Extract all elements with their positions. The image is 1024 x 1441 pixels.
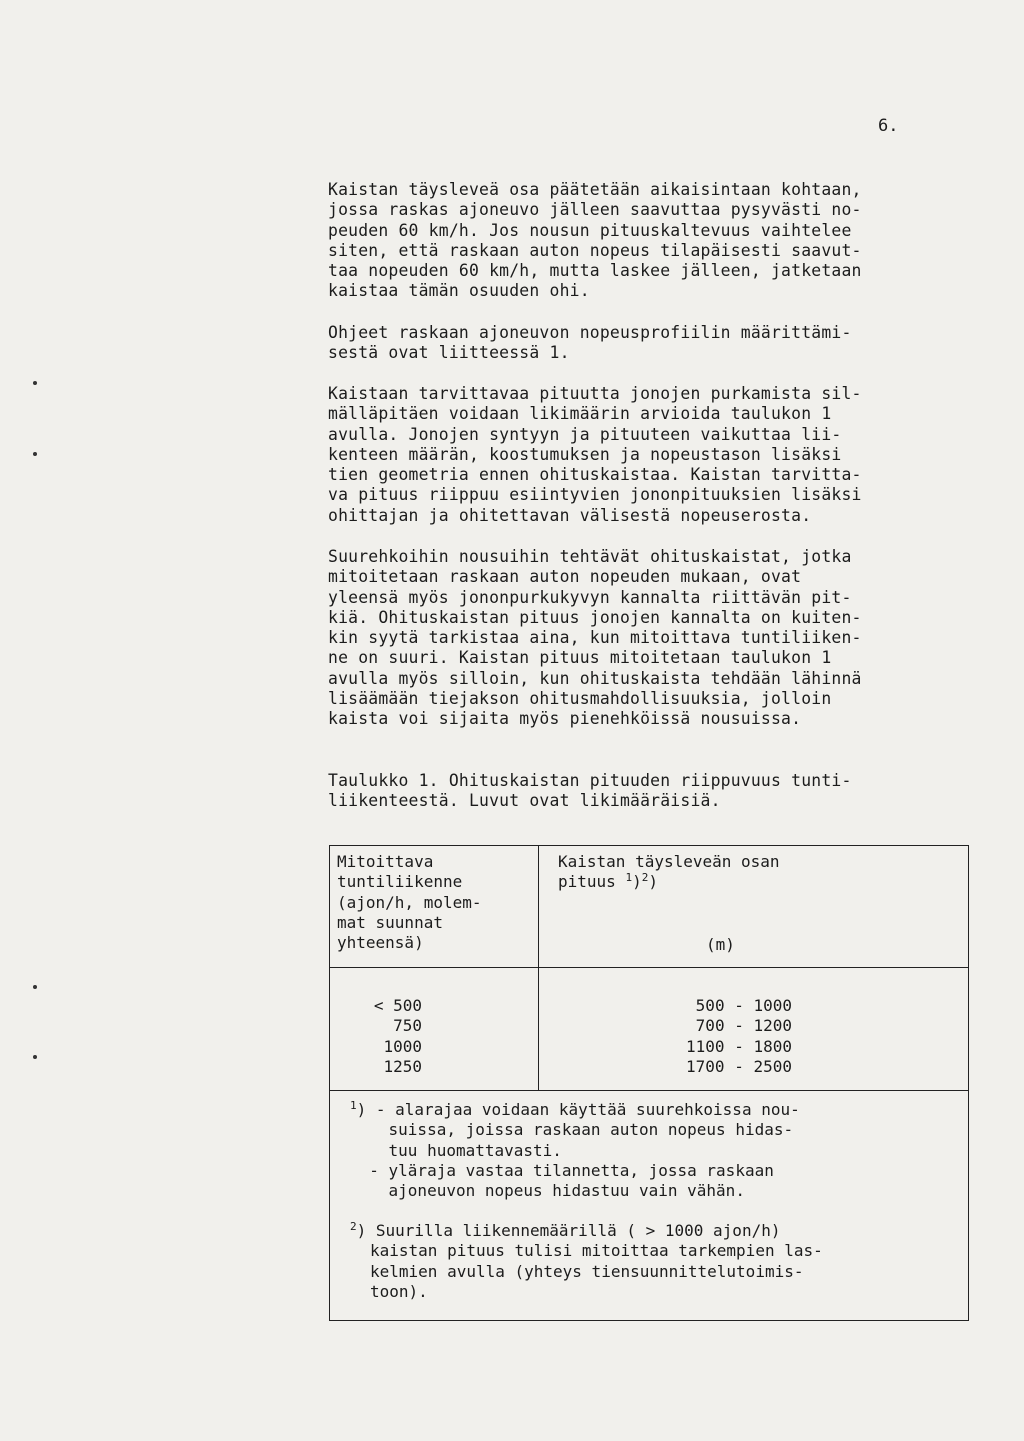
length-values bbox=[660, 996, 792, 1077]
footnote-line bbox=[350, 1221, 823, 1241]
text-line: yleensä myös jononpurkukyvyn kannalta riittävän pit- bbox=[328, 587, 852, 607]
header-line: Kaistan täysleveän osan bbox=[558, 852, 780, 871]
footnote-line: ajoneuvon nopeus hidastuu vain vähän. bbox=[350, 1181, 745, 1201]
text-line: kenteen määrän, koostumuksen ja nopeustason lisäksi bbox=[328, 444, 842, 464]
text-line: kaista voi sijaita myös pienehköissä nousuissa. bbox=[328, 709, 802, 729]
header-line: yhteensä) bbox=[337, 933, 424, 953]
footnote-ref: 1 bbox=[625, 871, 633, 885]
footnote-marker: 2 bbox=[350, 1220, 357, 1233]
text-line: tien geometria ennen ohituskaistaa. Kaistan tarvitta- bbox=[328, 465, 862, 485]
header-line: mat suunnat bbox=[337, 912, 443, 932]
footnote-text: ) Suurilla liikennemäärillä ( > 1000 ajon/h) bbox=[356, 1221, 781, 1240]
footnote-ref: 2 bbox=[641, 871, 649, 885]
table-caption bbox=[328, 771, 988, 812]
table-rule bbox=[538, 846, 539, 1091]
text-line: kin syytä tarkistaa aina, kun mitoittava tuntiliiken- bbox=[328, 628, 862, 648]
text-line: Kaistan täysleveä osa päätetään aikaisintaan kohtaan, bbox=[328, 180, 862, 199]
traffic-values bbox=[350, 996, 422, 1077]
table-cell: 1250 bbox=[383, 1056, 422, 1076]
footnote-line: suissa, joissa raskaan auton nopeus hidas- bbox=[350, 1120, 794, 1140]
footnote-line: tuu huomattavasti. bbox=[350, 1140, 562, 1160]
footnote-marker: 1 bbox=[350, 1099, 357, 1112]
text-line: sestä ovat liitteessä 1. bbox=[328, 343, 570, 363]
text-line: mitoitetaan raskaan auton nopeuden mukaan, ovat bbox=[328, 567, 802, 587]
table-cell: 700 - 1200 bbox=[695, 1016, 792, 1036]
text-line: peuden 60 km/h. Jos nousun pituuskaltevuus vaihtelee bbox=[328, 220, 852, 240]
text-line: Suurehkoihin nousuihin tehtävät ohituskaistat, jotka bbox=[328, 547, 852, 566]
header-text: ) bbox=[632, 872, 642, 892]
footnote-line: kaistan pituus tulisi mitoittaa tarkempien las- bbox=[370, 1241, 823, 1261]
text-line: kiä. Ohituskaistan pituus jonojen kannalta on kuiten- bbox=[328, 607, 862, 627]
header-text: ) bbox=[648, 872, 658, 892]
text-line: Ohjeet raskaan ajoneuvon nopeusprofiilin määrittämi- bbox=[328, 323, 852, 342]
scan-mark bbox=[33, 1055, 37, 1059]
footnote-line bbox=[350, 1100, 800, 1120]
text-line: lisäämään tiejakson ohitusmahdollisuuksia, jolloin bbox=[328, 689, 832, 709]
text-line: siten, että raskaan auton nopeus tilapäisesti saavut- bbox=[328, 240, 862, 260]
text-line: avulla myös silloin, kun ohituskaista tehdään lähinnä bbox=[328, 668, 862, 688]
footnote-line: kelmien avulla (yhteys tiensuunnittelutoimis- bbox=[370, 1261, 804, 1281]
table-cell: 1700 - 2500 bbox=[686, 1056, 792, 1076]
text-line: ne on suuri. Kaistan pituus mitoitetaan taulukon 1 bbox=[328, 648, 832, 668]
text-line: taa nopeuden 60 km/h, mutta laskee jälleen, jatketaan bbox=[328, 261, 862, 281]
footnote-2 bbox=[350, 1221, 823, 1302]
text-line: ohittajan ja ohitettavan välisestä nopeuserosta. bbox=[328, 505, 812, 525]
header-traffic bbox=[337, 852, 482, 953]
paragraph-instructions-reference bbox=[328, 323, 988, 364]
scan-mark bbox=[33, 381, 37, 385]
table-cell: < 500 bbox=[373, 996, 422, 1015]
table-rule bbox=[330, 967, 968, 968]
header-line bbox=[558, 872, 780, 892]
text-line: jossa raskas ajoneuvo jälleen saavuttaa pysyvästi no- bbox=[328, 200, 862, 220]
table-cell: 500 - 1000 bbox=[695, 996, 792, 1015]
header-line: tuntiliikenne bbox=[337, 872, 463, 892]
text-line: kaistaa tämän osuuden ohi. bbox=[328, 281, 590, 301]
header-line: (ajon/h, molem- bbox=[337, 892, 482, 912]
footnote-line: toon). bbox=[370, 1281, 428, 1301]
table-cell: 1000 bbox=[383, 1036, 422, 1056]
text-line: Taulukko 1. Ohituskaistan pituuden riippuvuus tunti- bbox=[328, 771, 852, 790]
table-cell: 1100 - 1800 bbox=[686, 1036, 792, 1056]
text-line: mälläpitäen voidaan likimäärin arvioida taulukon 1 bbox=[328, 404, 832, 424]
lane-length-table bbox=[329, 845, 969, 1321]
text-line: Kaistaan tarvittavaa pituutta jonojen purkamista sil- bbox=[328, 384, 862, 403]
header-unit: (m) bbox=[706, 935, 735, 954]
table-rule bbox=[330, 1090, 968, 1091]
text-line: avulla. Jonojen syntyyn ja pituuteen vaikuttaa lii- bbox=[328, 424, 842, 444]
header-line: Mitoittava bbox=[337, 852, 434, 871]
table-cell: 750 bbox=[393, 1016, 422, 1036]
scan-mark bbox=[33, 985, 37, 989]
footnote-text: ) - alarajaa voidaan käyttää suurehkoissa nou- bbox=[356, 1100, 800, 1119]
text-line: liikenteestä. Luvut ovat likimääräisiä. bbox=[328, 791, 721, 811]
paragraph-overtaking-lanes bbox=[328, 547, 988, 730]
footnote-1 bbox=[350, 1100, 800, 1201]
header-text: pituus bbox=[558, 872, 626, 892]
text-line: va pituus riippuu esiintyvien jononpituuksien lisäksi bbox=[328, 485, 862, 505]
scan-mark bbox=[33, 452, 37, 456]
header-lane-length bbox=[558, 852, 780, 893]
footnote-line: - yläraja vastaa tilannetta, jossa raskaan bbox=[350, 1160, 774, 1180]
paragraph-lane-length bbox=[328, 384, 988, 526]
paragraph-lane-end bbox=[328, 180, 988, 302]
page-number: 6. bbox=[878, 116, 899, 136]
